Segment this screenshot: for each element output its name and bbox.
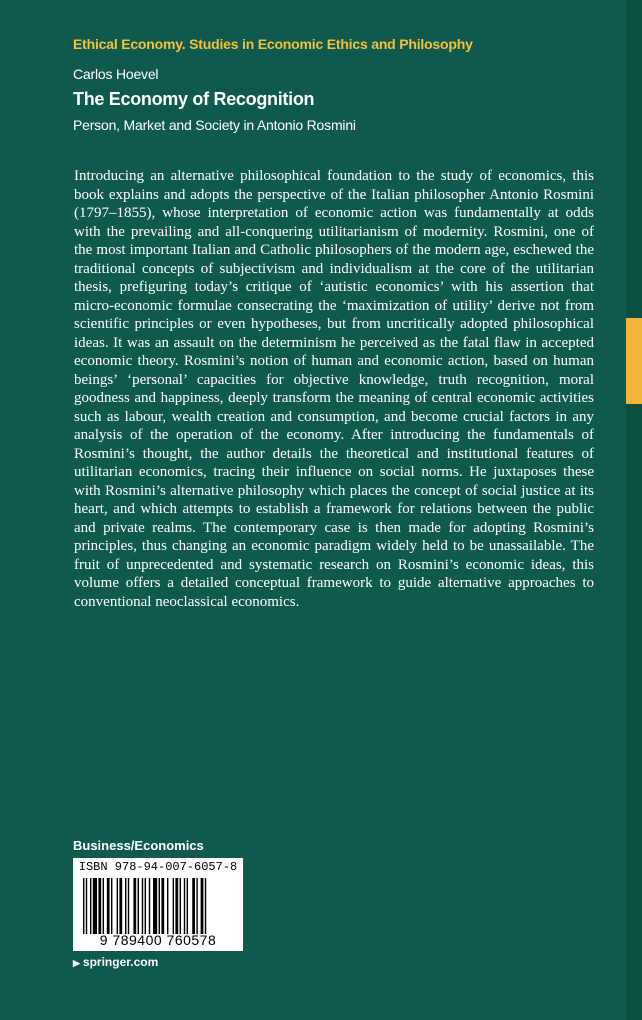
barcode-bar: [205, 878, 206, 934]
barcode-bar: [93, 878, 97, 934]
barcode-bars: [83, 878, 233, 934]
barcode-bar: [98, 878, 101, 934]
barcode-bar: [107, 878, 110, 934]
barcode-bar: [153, 878, 157, 934]
book-title: The Economy of Recognition: [73, 89, 315, 109]
barcode-bar: [180, 878, 181, 934]
author-name: Carlos Hoevel: [73, 66, 159, 82]
barcode-bar: [173, 878, 174, 934]
barcode-bar: [142, 878, 143, 934]
barcode-bar: [86, 878, 87, 934]
barcode-bar: [119, 878, 122, 934]
barcode-bar: [196, 878, 197, 934]
barcode-bar: [133, 878, 136, 934]
barcode-bar: [201, 878, 204, 934]
barcode-bar: [175, 878, 178, 934]
barcode-bar: [83, 878, 84, 934]
barcode-bar: [187, 878, 188, 934]
book-description: Introducing an alternative philosophical foundation to the study of economics, this book explains and adopts the perspective of the Italian philosopher Antonio Rosmini (1797–1855), whose interpretation of economic action was fundamentally at odds with the prevailing and all-conquering utilitarianism of modernity. Rosmini, one of the most important Italian and Catholic philosophers of the modern age, eschewed the traditional concepts of subjectivism and individualism at the core of the utilitarian thesis, prefiguring today’s critique of ‘autistic economics’ with his assertion that micro-economic formulae consecrating the ‘maximization of utility’ derive not from scientific principles or even hypotheses, but from uncritically adopted philosophical ideas. It was an assault on the determinism he perceived as the fatal flaw in accepted economic theory. Rosmini’s notion of human and economic action, based on human beings’ ‘personal’ capacities for objective knowledge, truth recognition, moral goodness and happiness, deeply transform the meaning of central economic activities such as labour, wealth creation and consumption, and become crucial factors in any analysis of the operation of the economy. After introducing the fundamentals of Rosmini’s thought, the author details the theoretical and institutional features of utilitarian economics, tracing their influence on social norms. He juxtaposes these with Rosmini’s alternative philosophy which places the concept of social justice at its heart, and which attempts to establish a framework for relations between the public and private realms. The contemporary case is then made for adopting Rosmini’s principles, thus changing an economic paradigm widely held to be unassailable. The fruit of unprecedented and systematic research on Rosmini’s economic ideas, this volume offers a detailed conceptual framework to guide alternative approaches to conventional neoclassical economics.: [74, 168, 594, 610]
barcode-bar: [159, 878, 160, 934]
barcode-bar: [149, 878, 150, 934]
publisher-website[interactable]: [73, 955, 158, 969]
barcode-bar: [103, 878, 104, 934]
category-label: Business/Economics: [73, 838, 204, 853]
arrow-right-icon: ▶: [73, 958, 80, 968]
barcode-digits: 9 789400 760578: [99, 932, 217, 948]
barcode-bar: [125, 878, 126, 934]
barcode-bar: [161, 878, 164, 934]
barcode-bar: [138, 878, 139, 934]
spine-accent-bar: [626, 318, 642, 404]
barcode-bar: [184, 878, 185, 934]
spine-edge: [626, 0, 642, 1020]
website-text: springer.com: [82, 955, 159, 969]
barcode-bar: [90, 878, 91, 934]
isbn-label: ISBN 978-94-007-6057-8: [78, 860, 238, 874]
barcode: [73, 858, 243, 951]
barcode-bar: [111, 878, 112, 934]
barcode-bar: [145, 878, 146, 934]
series-title: Ethical Economy. Studies in Economic Ethics and Philosophy: [73, 36, 473, 52]
barcode-bar: [167, 878, 168, 934]
barcode-bar: [117, 878, 118, 934]
book-subtitle: Person, Market and Society in Antonio Rosmini: [73, 117, 356, 133]
barcode-bar: [128, 878, 129, 934]
barcode-bar: [192, 878, 195, 934]
